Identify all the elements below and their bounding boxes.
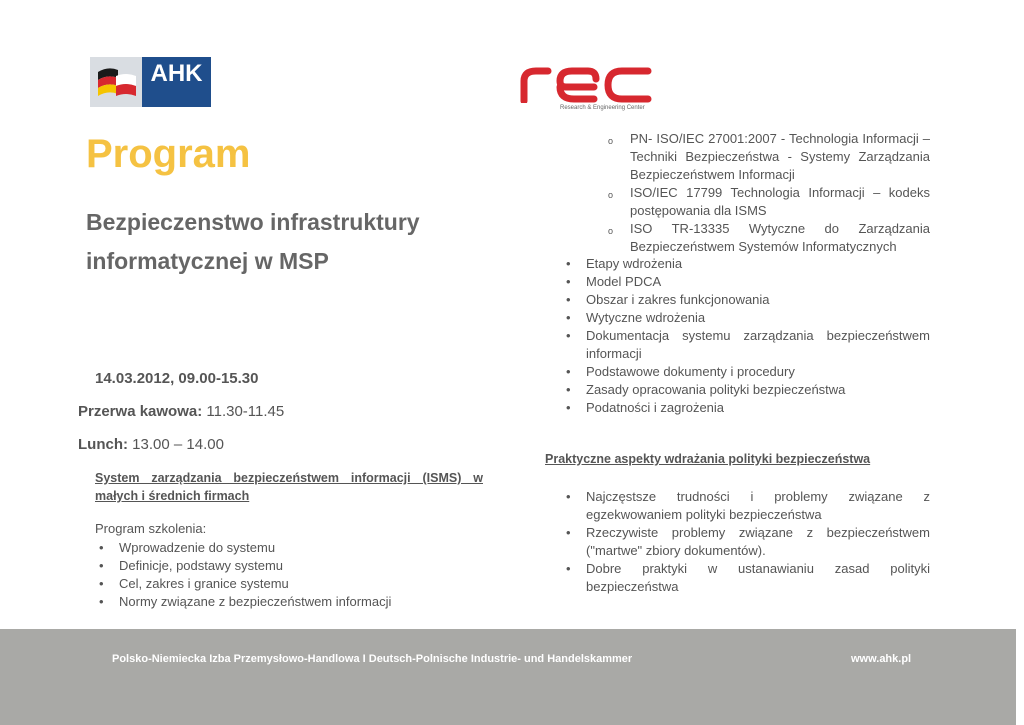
lunch-label: Lunch: — [78, 436, 128, 453]
list-item: • Podatności i zagrożenia — [586, 399, 930, 417]
coffee-break — [78, 403, 284, 420]
norms-list — [630, 130, 930, 256]
footer-website-link[interactable]: www.ahk.pl — [851, 653, 912, 665]
flag-icon — [96, 66, 138, 98]
list-item: • Dobre praktyki w ustanawianiu zasad polityki bezpieczeństwa — [586, 560, 930, 596]
lunch-time: 13.00 – 14.00 — [128, 436, 224, 453]
list-item: • Podstawowe dokumenty i procedury — [586, 363, 930, 381]
list-item: • Normy związane z bezpieczeństwem informacji — [119, 593, 499, 611]
isms-heading-line1: System zarządzania bezpieczeństwem informacji (ISMS) w — [95, 471, 483, 485]
implementation-list — [586, 255, 930, 417]
footer — [0, 629, 1016, 725]
list-item: • Definicje, podstawy systemu — [119, 557, 499, 575]
lunch — [78, 436, 224, 453]
list-item: • Zasady opracowania polityki bezpieczeństwa — [586, 381, 930, 399]
list-item: o PN- ISO/IEC 27001:2007 - Technologia Informacji – Techniki Bezpieczeństwa - Systemy Zarządzania Bezpieczeństwem Informacji — [630, 130, 930, 184]
list-item: • Obszar i zakres funkcjonowania — [586, 291, 930, 309]
rec-wordmark-icon — [520, 67, 655, 103]
list-item: • Najczęstsze trudności i problemy związane z egzekwowaniem polityki bezpieczeństwa — [586, 488, 930, 524]
ahk-logo-text: AHK — [142, 57, 211, 107]
list-item: • Dokumentacja systemu zarządzania bezpieczeństwem informacji — [586, 327, 930, 363]
training-program-label: Program szkolenia: — [95, 521, 207, 536]
list-item: • Etapy wdrożenia — [586, 255, 930, 273]
isms-heading-line2: małych i średnich firmach — [95, 489, 250, 503]
page-title: Program — [86, 132, 251, 176]
event-date-time: 14.03.2012, 09.00-15.30 — [95, 370, 259, 387]
list-item: o ISO TR-13335 Wytyczne do Zarządzania Bezpieczeństwem Systemów Informatycznych — [630, 220, 930, 256]
practical-list — [586, 488, 930, 596]
list-item: • Rzeczywiste problemy związane z bezpieczeństwem ("martwe" zbiory dokumentów). — [586, 524, 930, 560]
rec-logo — [520, 67, 655, 117]
list-item: • Model PDCA — [586, 273, 930, 291]
coffee-break-label: Przerwa kawowa: — [78, 403, 203, 420]
list-item: • Wytyczne wdrożenia — [586, 309, 930, 327]
subtitle: Bezpieczenstwo infrastruktury informatycznej w MSP — [86, 209, 420, 274]
footer-organization: Polsko-Niemiecka Izba Przemysłowo-Handlowa I Deutsch-Polnische Industrie- und Handelskammer — [112, 653, 633, 665]
practical-section-heading: Praktyczne aspekty wdrażania polityki bezpieczeństwa — [545, 452, 871, 466]
list-item: • Wprowadzenie do systemu — [119, 539, 499, 557]
isms-section-heading — [95, 469, 483, 505]
ahk-logo — [90, 57, 211, 107]
training-topic-list — [119, 539, 499, 611]
coffee-break-time: 11.30-11.45 — [202, 403, 285, 420]
list-item: • Cel, zakres i granice systemu — [119, 575, 499, 593]
list-item: o ISO/IEC 17799 Technologia Informacji – kodeks postępowania dla ISMS — [630, 184, 930, 220]
rec-subtitle: Research & Engineering Center — [560, 105, 645, 111]
